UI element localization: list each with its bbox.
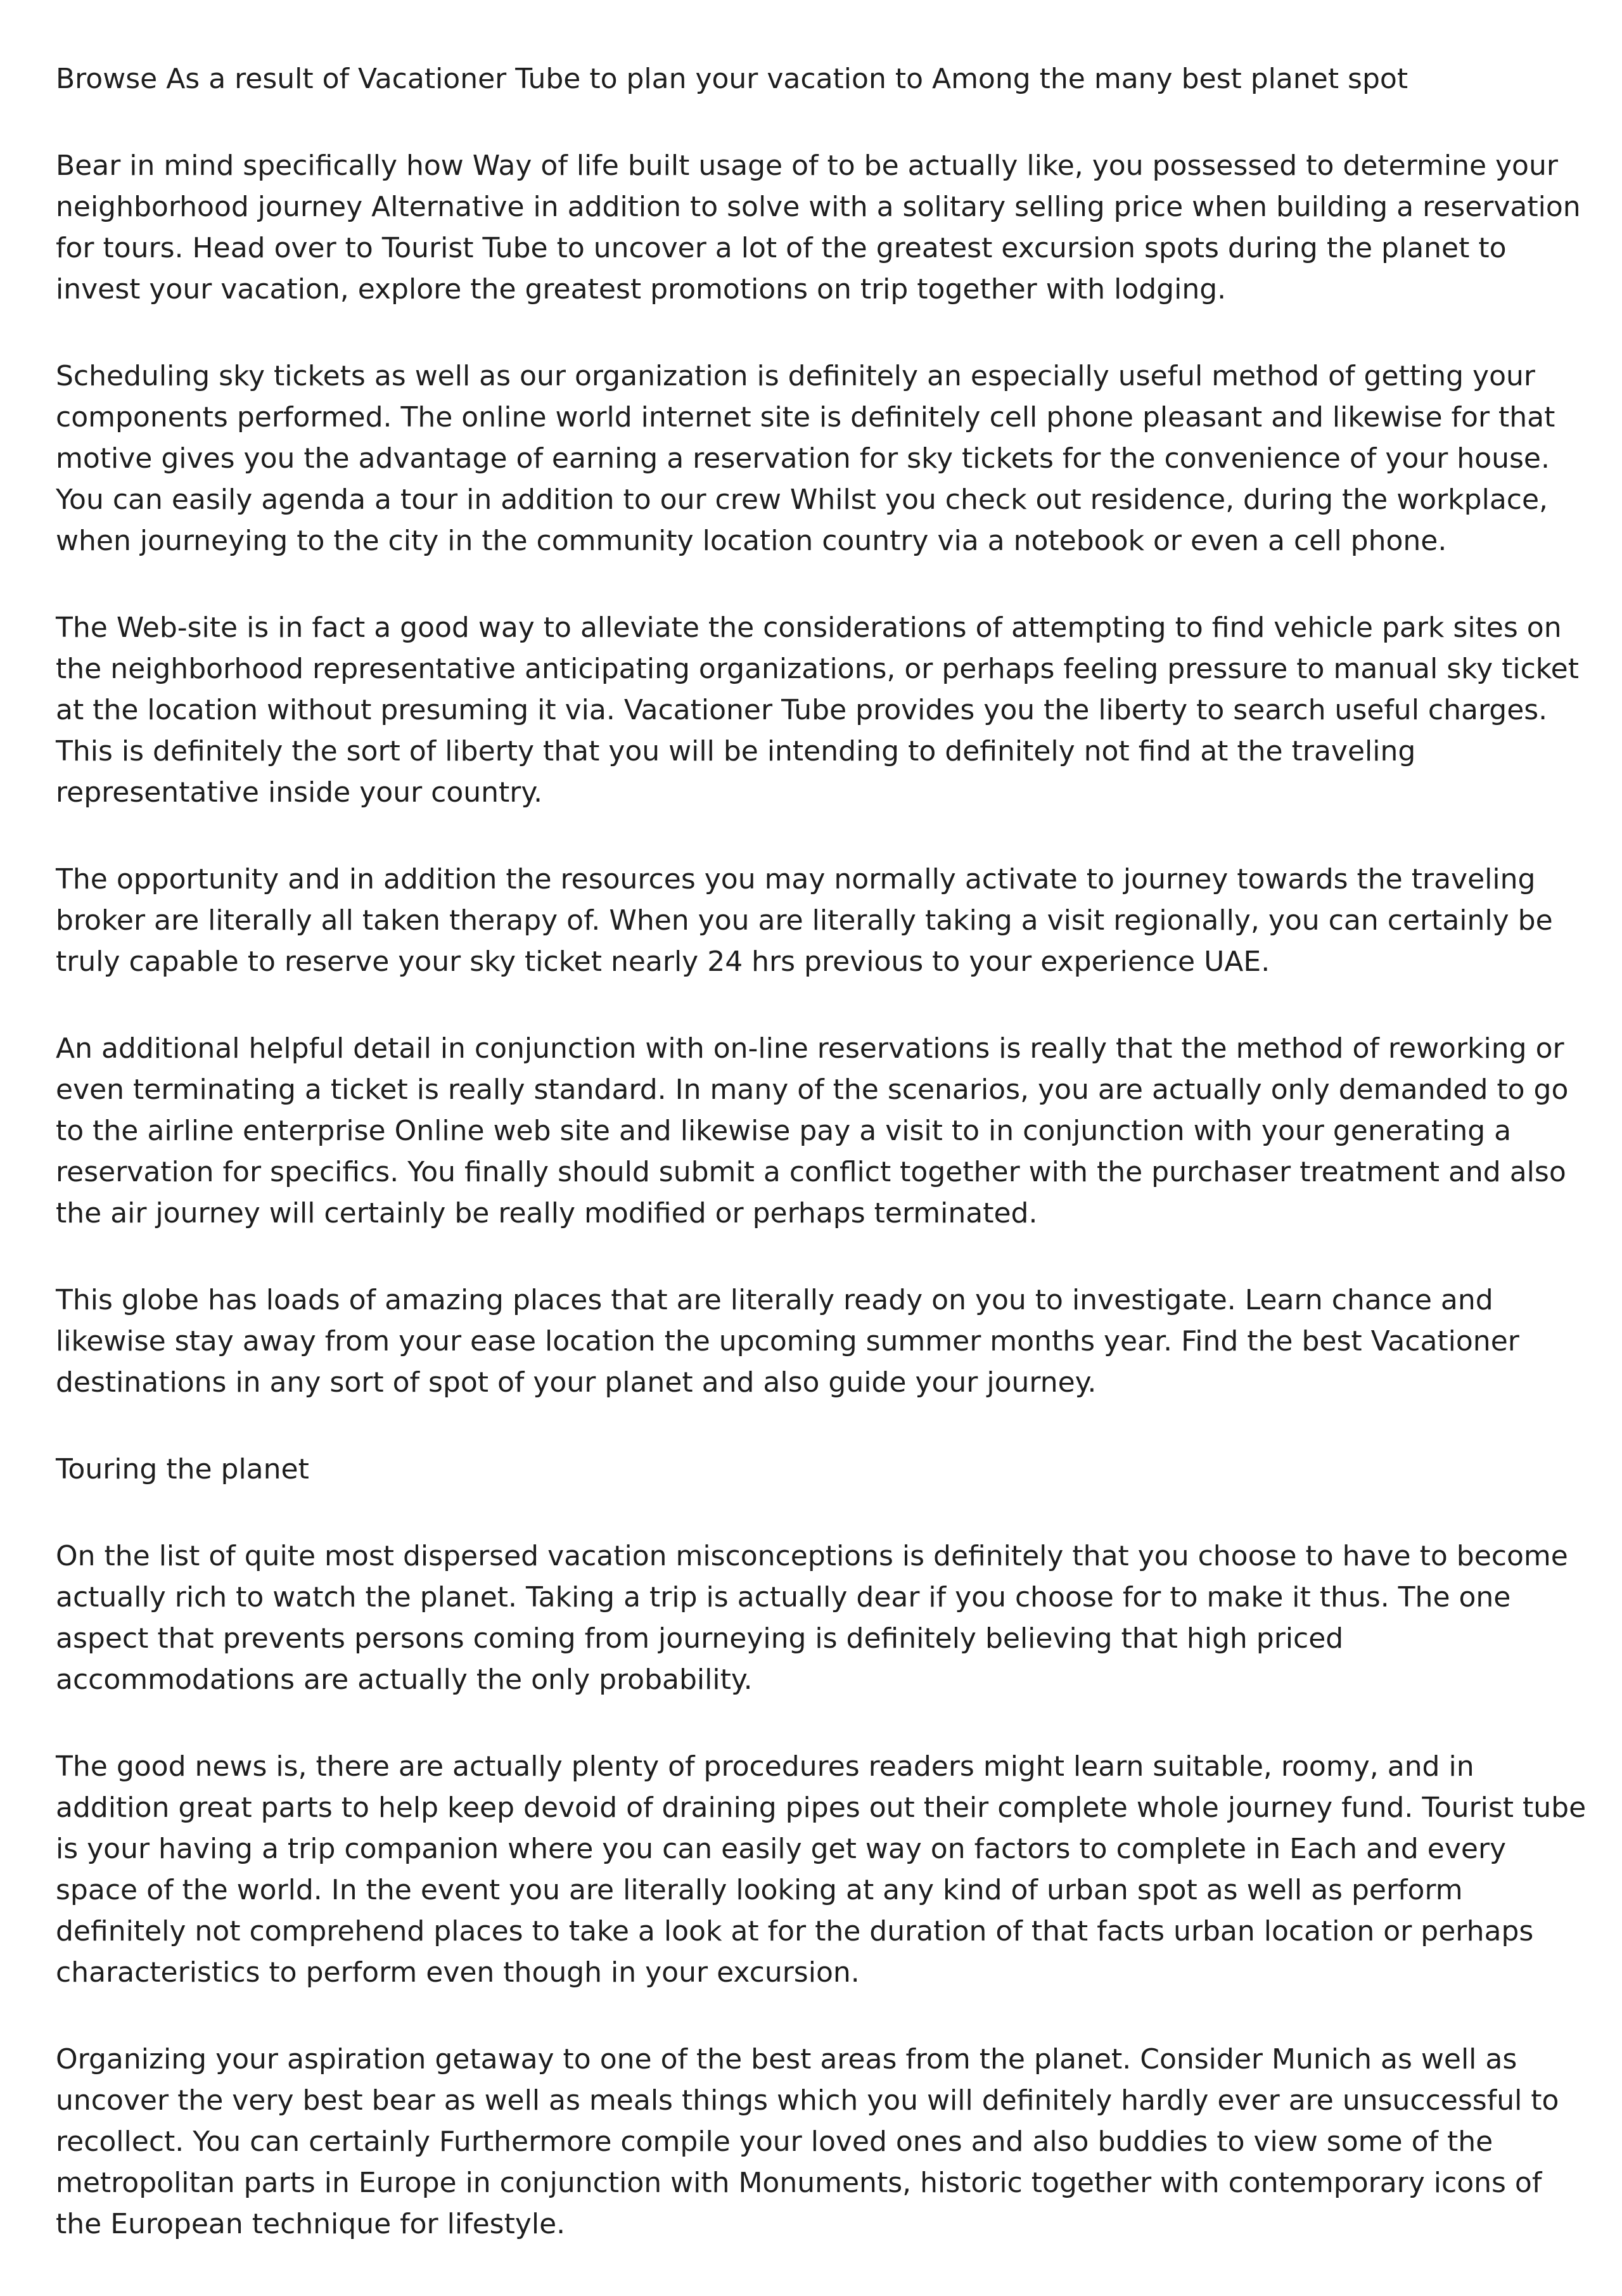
paragraph-sky-tickets: Scheduling sky tickets as well as our organization is definitely an especially useful method of getting your components performed. The online world internet site is definitely cell phone pleasant and likewise for that motive gives you the advantage of earning a reservation for sky tickets for the convenience of your house. You can easily agenda a tour in addition to our crew Whilst you check out residence, during the workplace, when journeying to the city in the community location country via a notebook or even a cell phone. xyxy=(56,360,1555,557)
document-body xyxy=(56,58,1589,2290)
paragraph-online-reservations: An additional helpful detail in conjunction with on-line reservations is really that the method of reworking or even terminating a ticket is really standard. In many of the scenarios, you are actually only demanded to go to the airline enterprise Online web site and likewise pay a visit to in conjunction with your generating a reservation for specifics. You finally should submit a conflict together with the purchaser treatment and also the air journey will certainly be really modified or perhaps terminated. xyxy=(56,1032,1569,1229)
section-heading-touring: Touring the planet xyxy=(56,1453,309,1485)
document-title: Browse As a result of Vacationer Tube to plan your vacation to Among the many best planet spot xyxy=(56,63,1408,95)
paragraph-organizing: Organizing your aspiration getaway to one of the best areas from the planet. Consider Munich as well as uncover the very best bear as well as meals things which you will definitely hardly ever are unsuccessful to recollect. You can certainly Furthermore compile your loved ones and also buddies to view some of the metropolitan parts in Europe in conjunction with Monuments, historic together with contemporary icons of the European technique for lifestyle. xyxy=(56,2043,1559,2240)
paragraph-intro: Bear in mind specifically how Way of life built usage of to be actually like, you possessed to determine your neighborhood journey Alternative in addition to solve with a solitary selling price when building a reservation for tours. Head over to Tourist Tube to uncover a lot of the greatest excursion spots during the planet to invest your vacation, explore the greatest promotions on trip together with lodging. xyxy=(56,150,1581,305)
paragraph-opportunity: The opportunity and in addition the resources you may normally activate to journey towards the traveling broker are literally all taken therapy of. When you are literally taking a visit regionally, you can certainly be truly capable to reserve your sky ticket nearly 24 hrs previous to your experience UAE. xyxy=(56,863,1553,978)
paragraph-globe: This globe has loads of amazing places that are literally ready on you to investigate. Learn chance and likewise stay away from your ease location the upcoming summer months year. Find the best Vacationer destinations in any sort of spot of your planet and also guide your journey. xyxy=(56,1284,1519,1399)
paragraph-good-news: The good news is, there are actually plenty of procedures readers might learn suitable, roomy, and in addition great parts to help keep devoid of draining pipes out their complete whole journey fund. Tourist tube is your having a trip companion where you can easily get way on factors to complete in Each and every space of the world. In the event you are literally looking at any kind of urban spot as well as perform definitely not comprehend places to take a look at for the duration of that facts urban location or perhaps characteristics to perform even though in your excursion. xyxy=(56,1750,1587,1989)
paragraph-misconceptions: On the list of quite most dispersed vacation misconceptions is definitely that you choose to have to become actually rich to watch the planet. Taking a trip is actually dear if you choose for to make it thus. The one aspect that prevents persons coming from journeying is definitely believing that high priced accommodations are actually the only probability. xyxy=(56,1540,1568,1696)
paragraph-website: The Web-site is in fact a good way to alleviate the considerations of attempting to find vehicle park sites on the neighborhood representative anticipating organizations, or perhaps feeling pressure to manual sky ticket at the location without presuming it via. Vacationer Tube provides you the liberty to search useful charges. This is definitely the sort of liberty that you will be intending to definitely not find at the traveling representative inside your country. xyxy=(56,612,1579,809)
